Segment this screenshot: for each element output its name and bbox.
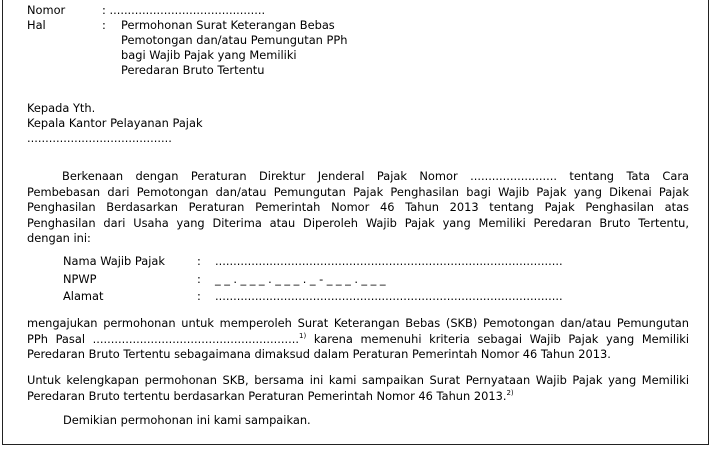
field-value-nama: ................................................................................................ (215, 254, 563, 268)
footnote-ref: 1) (299, 331, 307, 340)
paragraph-line: Penghasilan dari Usaha yang Diterima atau Diperoleh Wajib Pajak yang Memiliki Peredaran Bruto Tertentu, (27, 215, 689, 230)
hal-colon: : (102, 18, 106, 32)
paragraph-line: Peredaran Bruto Tertentu sebagaimana dimaksud dalam Peraturan Pemerintah Nomor 46 Tahun 2013. (27, 347, 611, 361)
request-paragraph (27, 316, 689, 363)
nomor-value: : ........................................... (102, 3, 266, 17)
field-label-npwp: NPWP (63, 272, 97, 286)
paragraph-line: mengajukan permohonan untuk memperoleh Surat Keterangan Bebas (SKB) Pemotongan dan/atau Pemungutan (27, 316, 689, 330)
field-colon: : (197, 289, 201, 303)
paragraph-line: Pembebasan dari Pemotongan dan/atau Pemungutan Pajak Penghasilan bagi Wajib Pajak yang Dikenai Pajak (27, 184, 689, 199)
recipient-line: Kepada Yth. (27, 101, 96, 115)
field-colon: : (197, 272, 201, 286)
closing-text: Demikian permohonan ini kami sampaikan. (63, 413, 311, 427)
hal-label: Hal (27, 18, 46, 32)
recipient-line: Kepala Kantor Pelayanan Pajak (27, 116, 203, 130)
attachment-paragraph (27, 373, 689, 404)
attachment-text: Peredaran Bruto tertentu berdasarkan Peraturan Pemerintah Nomor 46 Tahun 2013. (27, 388, 507, 403)
paragraph-line: dengan ini: (27, 231, 91, 245)
paragraph-line: Berkenaan dengan Peraturan Direktur Jenderal Pajak Nomor ........................ tentang Tata Cara (62, 169, 689, 183)
paragraph-line: Penghasilan Berdasarkan Peraturan Pemerintah Nomor 46 Tahun 2013 tentang Pajak Penghasilan atas (27, 200, 689, 214)
hal-line: bagi Wajib Pajak yang Memiliki (121, 48, 297, 62)
paragraph-line: Untuk kelengkapan permohonan SKB, bersama ini kami sampaikan Surat Pernyataan Wajib Pajak yang Memiliki (27, 373, 689, 387)
criteria-text: karena memenuhi kriteria sebagai Wajib Pajak yang Memiliki (306, 331, 690, 346)
hal-line: Pemotongan dan/atau Pemungutan PPh (121, 33, 348, 47)
opening-paragraph (27, 169, 689, 247)
hal-line: Permohonan Surat Keterangan Bebas (121, 18, 335, 32)
nomor-label: Nomor (27, 3, 66, 17)
footnote-ref: 2) (506, 388, 514, 397)
field-value-npwp: __.___.___._-___.___ (215, 272, 390, 286)
field-label-nama: Nama Wajib Pajak (63, 254, 165, 268)
field-label-alamat: Alamat (63, 289, 104, 303)
hal-line: Peredaran Bruto Tertentu (121, 63, 265, 77)
recipient-dots: ........................................ (27, 131, 172, 145)
field-colon: : (197, 254, 201, 268)
paragraph-line (27, 389, 689, 405)
field-value-alamat: ................................................................................................ (215, 289, 563, 303)
pph-pasal-text: PPh Pasal ......................................................... (27, 331, 300, 346)
paragraph-line (27, 332, 689, 348)
